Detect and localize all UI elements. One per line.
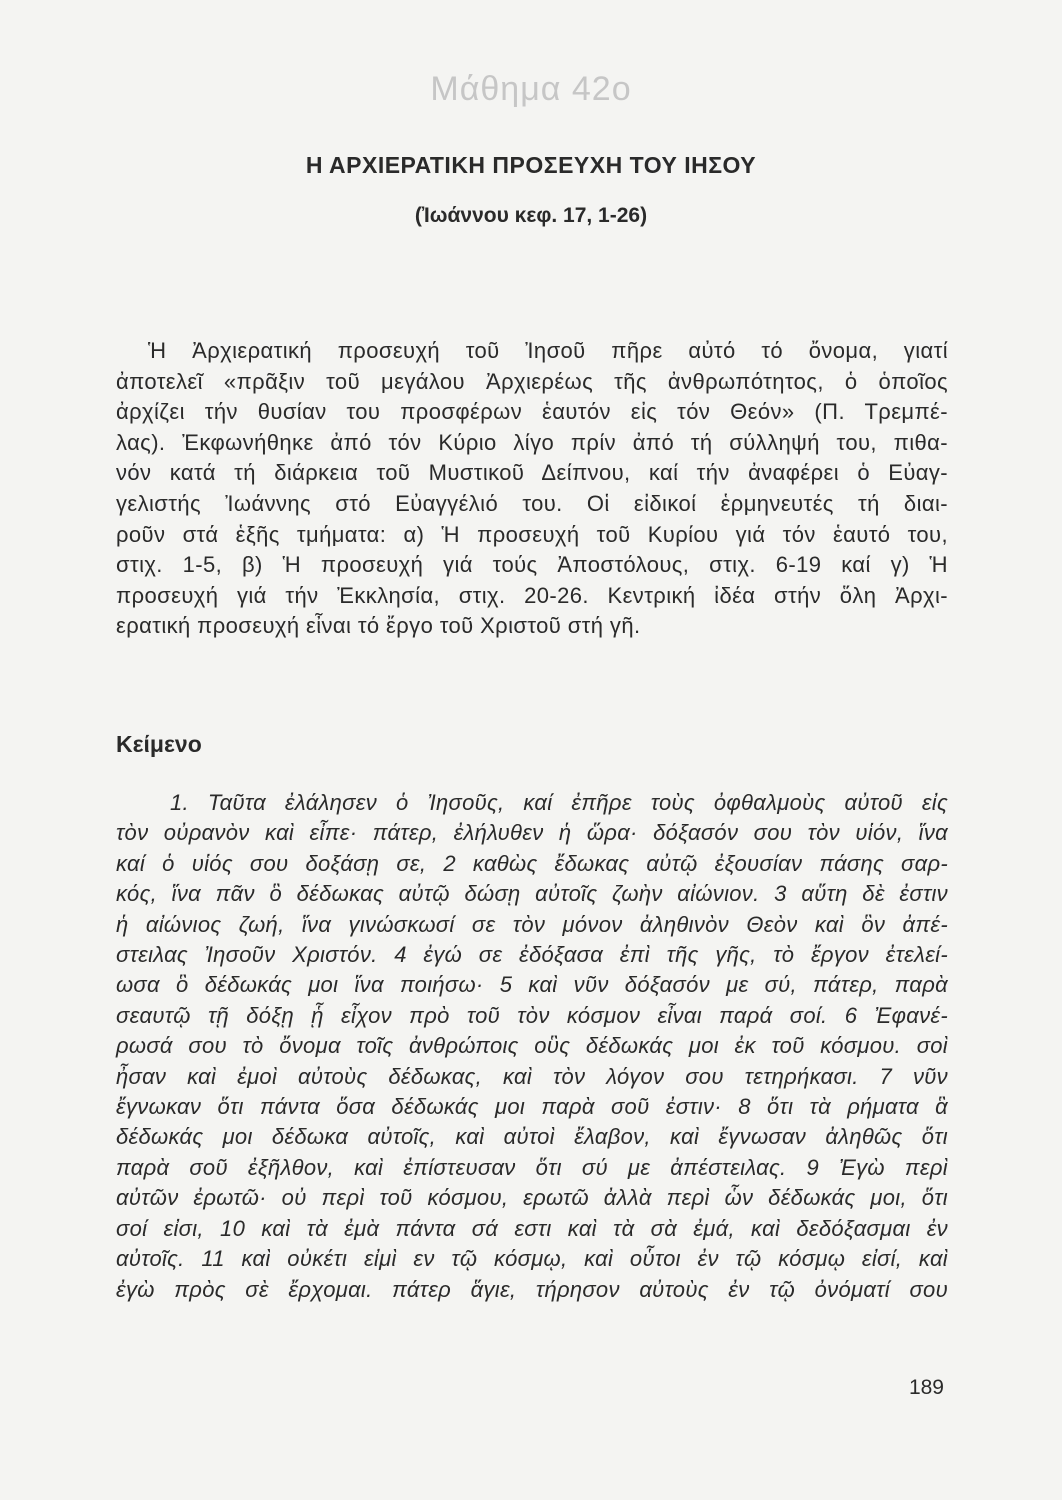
text-line: ἦσαν καὶ ἐμοὶ αὐτοὺς δέδωκας, καὶ τὸν λόγον σου τετηρήκασι. 7 νῦν xyxy=(116,1063,948,1089)
intro-paragraph xyxy=(116,336,948,642)
text-line: ἔγνωκαν ὅτι πάντα ὅσα δέδωκάς μοι παρὰ σοῦ ἐστιν· 8 ὅτι τὰ ρήματα ἃ xyxy=(116,1094,948,1120)
text-line: ἐγὼ πρὸς σὲ ἔρχομαι. πάτερ ἅγιε, τήρησον αὐτοὺς ἐν τῷ ὀνόματί σου xyxy=(116,1276,948,1302)
text-line: στιχ. 1-5, β) Ἡ προσευχή γιά τούς Ἀποστόλους, στιχ. 6-19 καί γ) Ἡ xyxy=(116,552,948,578)
text-line: προσευχή γιά τήν Ἐκκλησία, στιχ. 20-26. Κεντρική ἰδέα στήν ὅλη Ἀρχι- xyxy=(116,582,948,608)
section-heading: Κείμενο xyxy=(116,731,202,757)
text-line: αὐτῶν ἐρωτῶ· οὐ περὶ τοῦ κόσμου, ερωτῶ ἀλλὰ περὶ ὧν δέδωκάς μοι, ὅτι xyxy=(116,1185,948,1211)
text-line: ροῦν στά ἑξῆς τμήματα: α) Ἡ προσευχή τοῦ Κυρίου γιά τόν ἑαυτό του, xyxy=(116,521,948,547)
text-line: λας). Ἐκφωνήθηκε ἀπό τόν Κύριο λίγο πρίν ἀπό τή σύλληψή του, πιθα- xyxy=(116,429,948,455)
text-line: ρωσά σου τὸ ὄνομα τοῖς ἀνθρώποις οὓς δέδωκάς μοι ἐκ τοῦ κόσμου. σοὶ xyxy=(116,1033,948,1059)
text-line: ἀρχίζει τήν θυσίαν του προσφέρων ἑαυτόν εἰς τόν Θεόν» (Π. Τρεμπέ- xyxy=(116,399,948,425)
text-line: παρὰ σοῦ ἐξῆλθον, καὶ ἐπίστευσαν ὅτι σύ με ἀπέστειλας. 9 Ἐγὼ περὶ xyxy=(116,1154,948,1180)
text-line: Ἡ Ἀρχιερατική προσευχή τοῦ Ἰησοῦ πῆρε αὐτό τό ὄνομα, γιατί xyxy=(148,338,948,363)
scripture-text xyxy=(116,788,948,1305)
text-line: σεαυτῷ τῇ δόξῃ ᾗ εἶχον πρὸ τοῦ τὸν κόσμον εἶναι παρά σοί. 6 Ἐφανέ- xyxy=(116,1002,948,1028)
text-line: σοί εἰσι, 10 καὶ τὰ ἐμὰ πάντα σά εστι καὶ τὰ σὰ ἐμά, καὶ δεδόξασμαι ἐν xyxy=(116,1215,948,1241)
text-line: ἡ αἰώνιος ζωή, ἵνα γινώσκωσί σε τὸν μόνον ἀληθινὸν Θεὸν καὶ ὃν ἀπέ- xyxy=(116,911,948,937)
page-number: 189 xyxy=(908,1376,944,1399)
text-line: ἀποτελεῖ «πρᾶξιν τοῦ μεγάλου Ἀρχιερέως τῆς ἀνθρωπότητος, ὁ ὁποῖος xyxy=(116,368,948,394)
page-title: Η ΑΡΧΙΕΡΑΤΙΚΗ ΠΡΟΣΕΥΧΗ ΤΟΥ ΙΗΣΟΥ xyxy=(305,152,757,178)
text-line: δέδωκάς μοι δέδωκα αὐτοῖς, καὶ αὐτοὶ ἔλαβον, καὶ ἔγνωσαν ἀληθῶς ὅτι xyxy=(116,1124,948,1150)
text-line: καί ὁ υἱός σου δοξάσῃ σε, 2 καθὼς ἔδωκας αὐτῷ ἐξουσίαν πάσης σαρ- xyxy=(116,850,948,876)
text-line: 1. Ταῦτα ἐλάλησεν ὁ Ἰησοῦς, καί ἐπῆρε τοὺς ὀφθαλμοὺς αὐτοῦ εἰς xyxy=(170,790,948,815)
text-line: τὸν οὐρανὸν καὶ εἶπε· πάτερ, ἐλήλυθεν ἡ ὥρα· δόξασόν σου τὸν υἱόν, ἵνα xyxy=(116,820,948,846)
text-line: κός, ἵνα πᾶν ὃ δέδωκας αὐτῷ δώσῃ αὐτοῖς ζωὴν αἰώνιον. 3 αὕτη δὲ ἐστιν xyxy=(116,881,948,907)
text-line: αὐτοῖς. 11 καὶ οὐκέτι εἰμὶ εν τῷ κόσμῳ, καὶ οὗτοι ἐν τῷ κόσμῳ εἰσί, καὶ xyxy=(116,1246,948,1272)
text-line: ωσα ὃ δέδωκάς μοι ἵνα ποιήσω· 5 καὶ νῦν δόξασόν με σύ, πάτερ, παρὰ xyxy=(116,972,948,998)
text-line: ερατική προσευχή εἶναι τό ἔργο τοῦ Χριστοῦ στή γῆ. xyxy=(116,613,641,639)
text-line: νόν κατά τή διάρκεια τοῦ Μυστικοῦ Δείπνου, καί τήν ἀναφέρει ὁ Εὐαγ- xyxy=(116,460,948,486)
lesson-number: Μάθημα 42ο xyxy=(430,70,632,108)
text-line: γελιστής Ἰωάννης στό Εὐαγγέλιό του. Οἱ εἰδικοί ἑρμηνευτές τή διαι- xyxy=(116,490,948,516)
text-line: στειλας Ἰησοῦν Χριστόν. 4 ἐγώ σε ἐδόξασα ἐπὶ τῆς γῆς, τὸ ἔργον ἐτελεί- xyxy=(116,942,948,968)
scripture-reference: (Ἰωάννου κεφ. 17, 1-26) xyxy=(414,204,648,227)
